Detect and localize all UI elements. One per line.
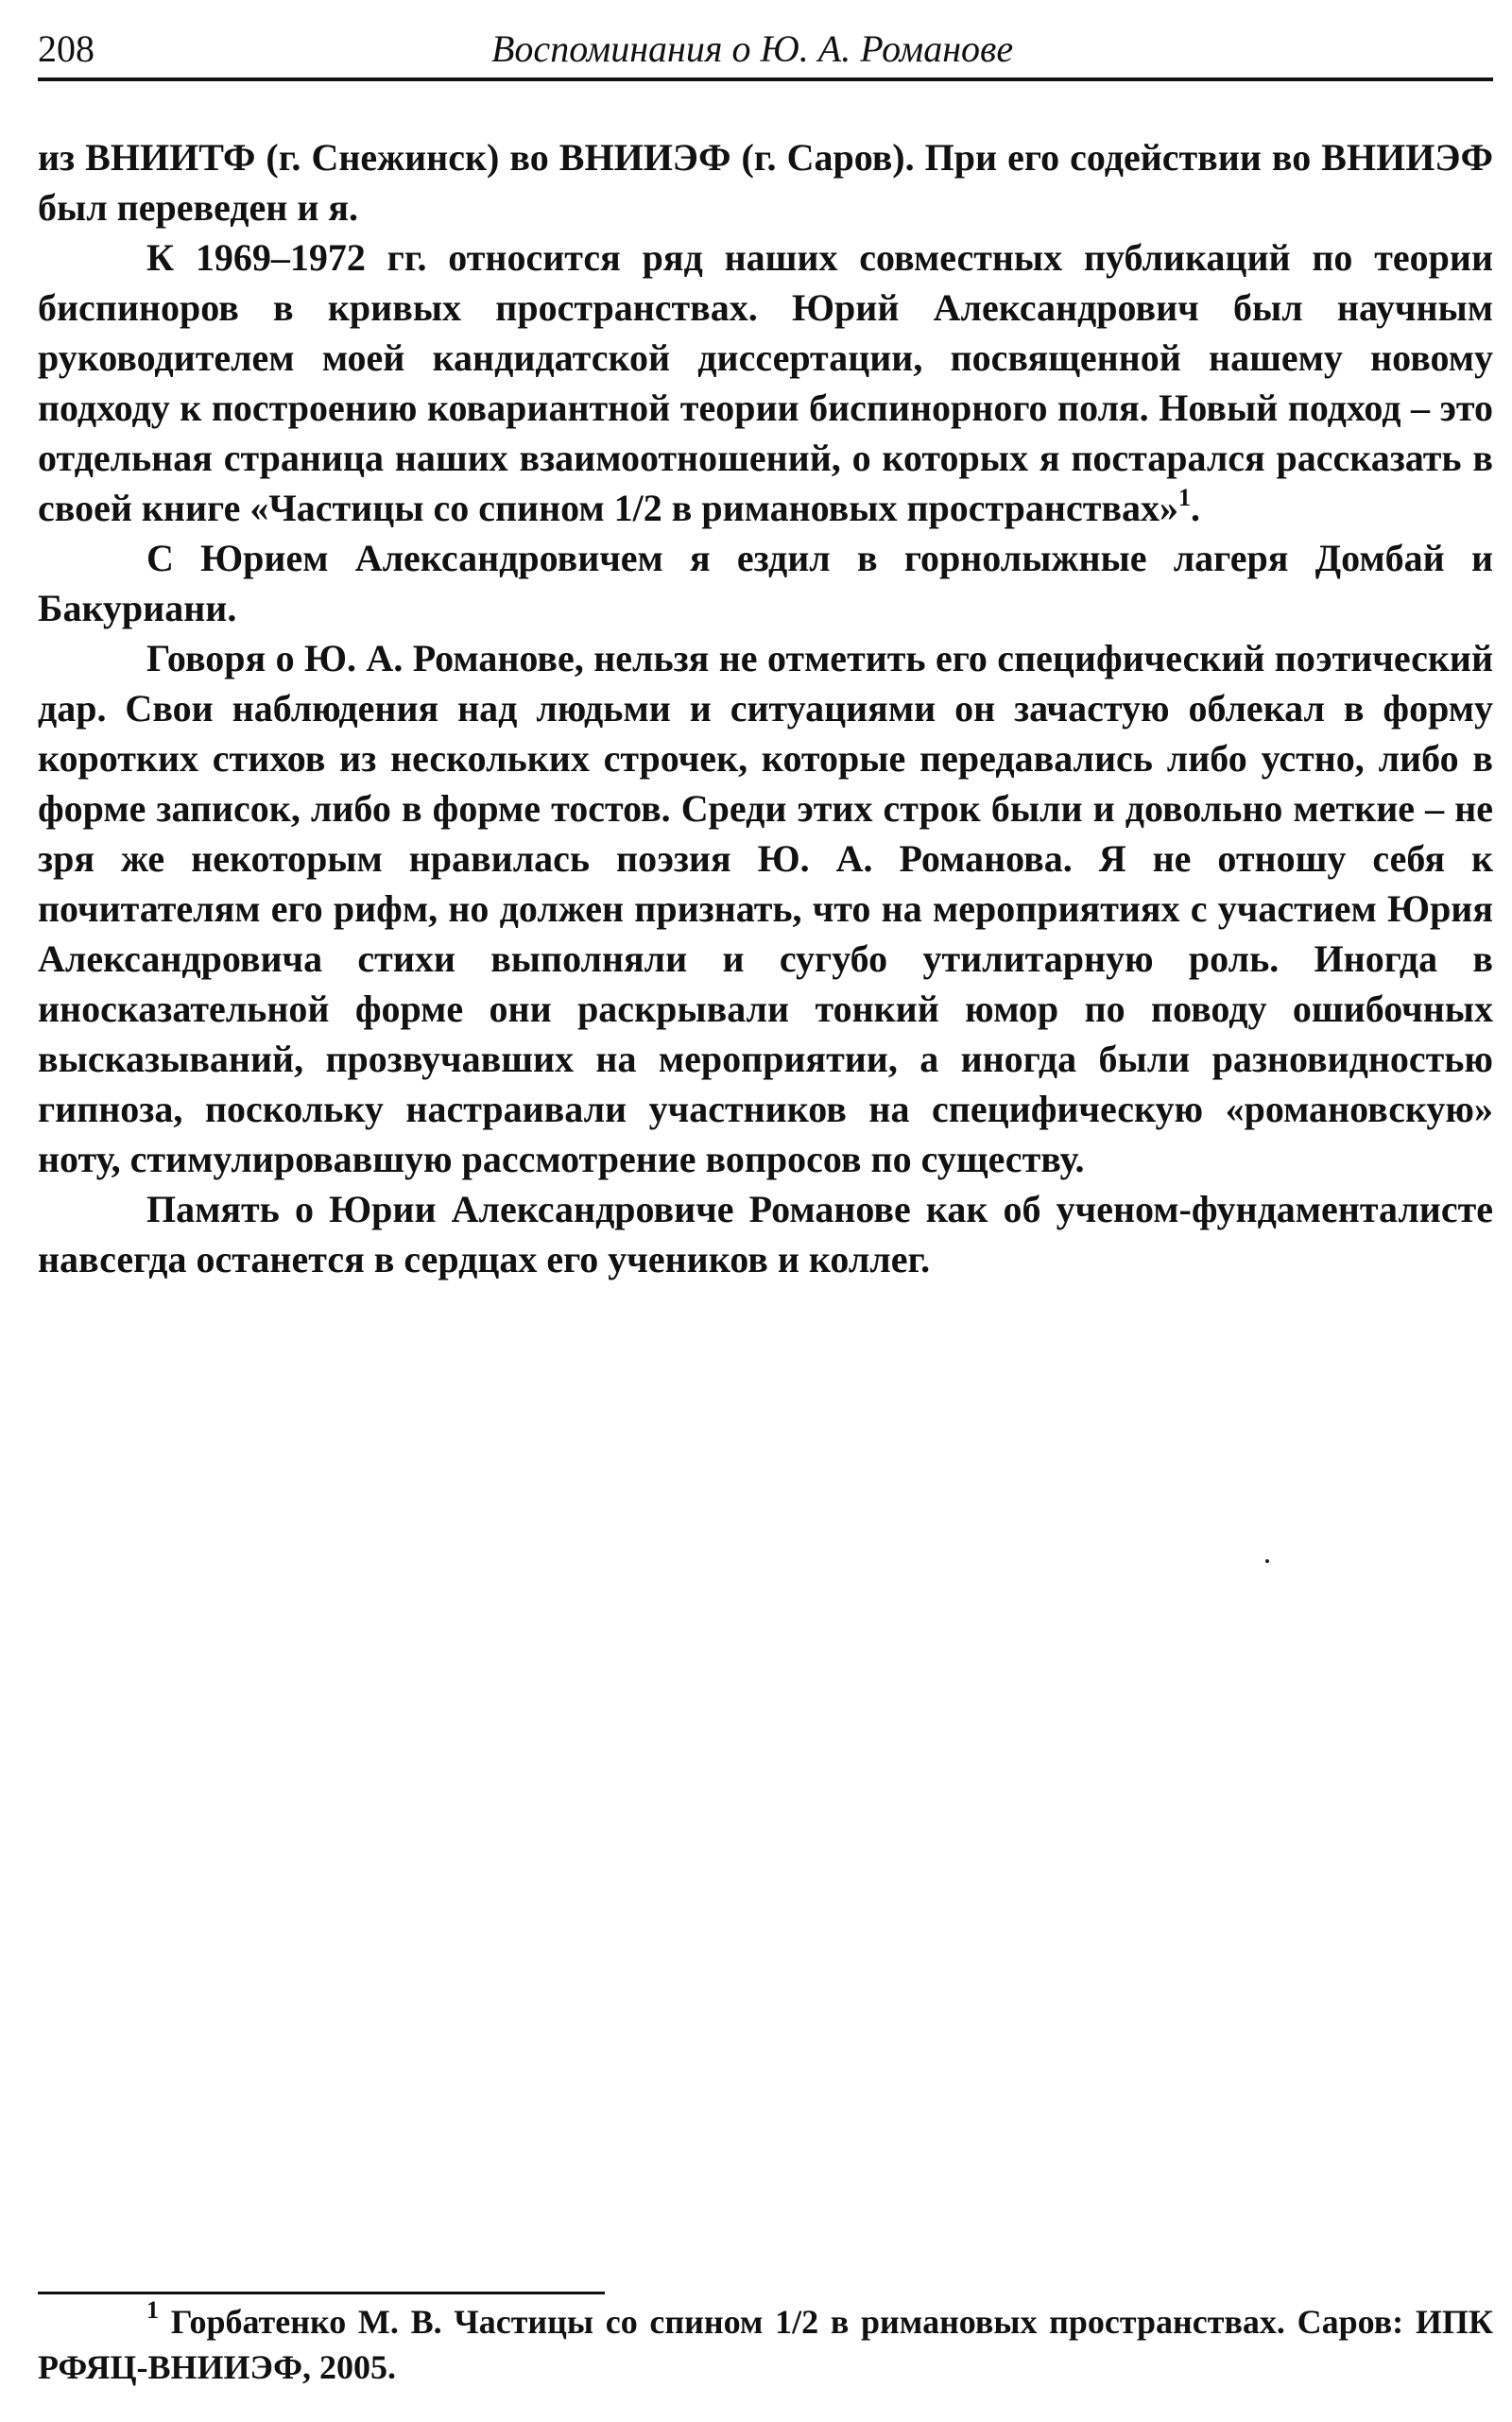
running-title: Воспоминания о Ю. А. Романове [491,27,1014,70]
paragraph-text: К 1969–1972 гг. относится ряд наших совместных публикаций по теории биспиноров в кривых пространствах. Юрий Александрович был научным руководителем моей кандидатской диссертации, посвященной нашему новому подходу к построению ковариантной теории биспинорного поля. Новый подход – это отдельная страница наших взаимоотношений, о которых я постарался рассказать в своей книге «Частицы со спином 1/2 в римановых пространствах» [38,236,1493,529]
page-number: 208 [38,27,94,70]
running-header [38,21,1493,81]
footnote [38,2296,1493,2390]
paragraph: Память о Юрии Александровиче Романове как об ученом-фундаменталисте навсегда останется в сердцах его учеников и коллег. [38,1188,1493,1280]
paragraph [38,232,1493,533]
footnote-marker: 1 [146,2296,159,2324]
stray-dot [1265,1559,1269,1563]
footnote-reference: 1 [1177,484,1191,511]
footnote-paragraph [38,2296,1493,2390]
paragraph-tail: . [1190,487,1200,529]
footnote-divider [38,2292,605,2294]
footnote-text: Горбатенко М. В. Частицы со спином 1/2 в римановых пространствах. Саров: ИПК РФЯЦ-ВНИИЭФ, 2005. [38,2303,1493,2386]
main-text [38,132,1493,1284]
paragraph: Говоря о Ю. А. Романове, нельзя не отметить его специфический поэтический дар. Свои наблюдения над людьми и ситуациями он зачастую облекал в форму коротких стихов из нескольких строчек, которые передавались либо устно, либо в форме записок, либо в форме тостов. Среди этих строк были и довольно меткие – не зря же некоторым нравилась поэзия Ю. А. Романова. Я не отношу себя к почитателям его рифм, но должен признать, что на мероприятиях с участием Юрия Александровича стихи выполняли и сугубо утилитарную роль. Иногда в иносказательной форме они раскрывали тонкий юмор по поводу ошибочных высказываний, прозвучавших на мероприятии, а иногда были разновидностью гипноза, поскольку настраивали участников на специфическую «романовскую» ноту, стимулировавшую рассмотрение вопросов по существу. [38,637,1493,1180]
paragraph: из ВНИИТФ (г. Снежинск) во ВНИИЭФ (г. Саров). При его содействии во ВНИИЭФ был переведен и я. [38,136,1493,229]
paragraph: С Юрием Александровичем я ездил в горнолыжные лагеря Домбай и Бакуриани. [38,537,1493,629]
